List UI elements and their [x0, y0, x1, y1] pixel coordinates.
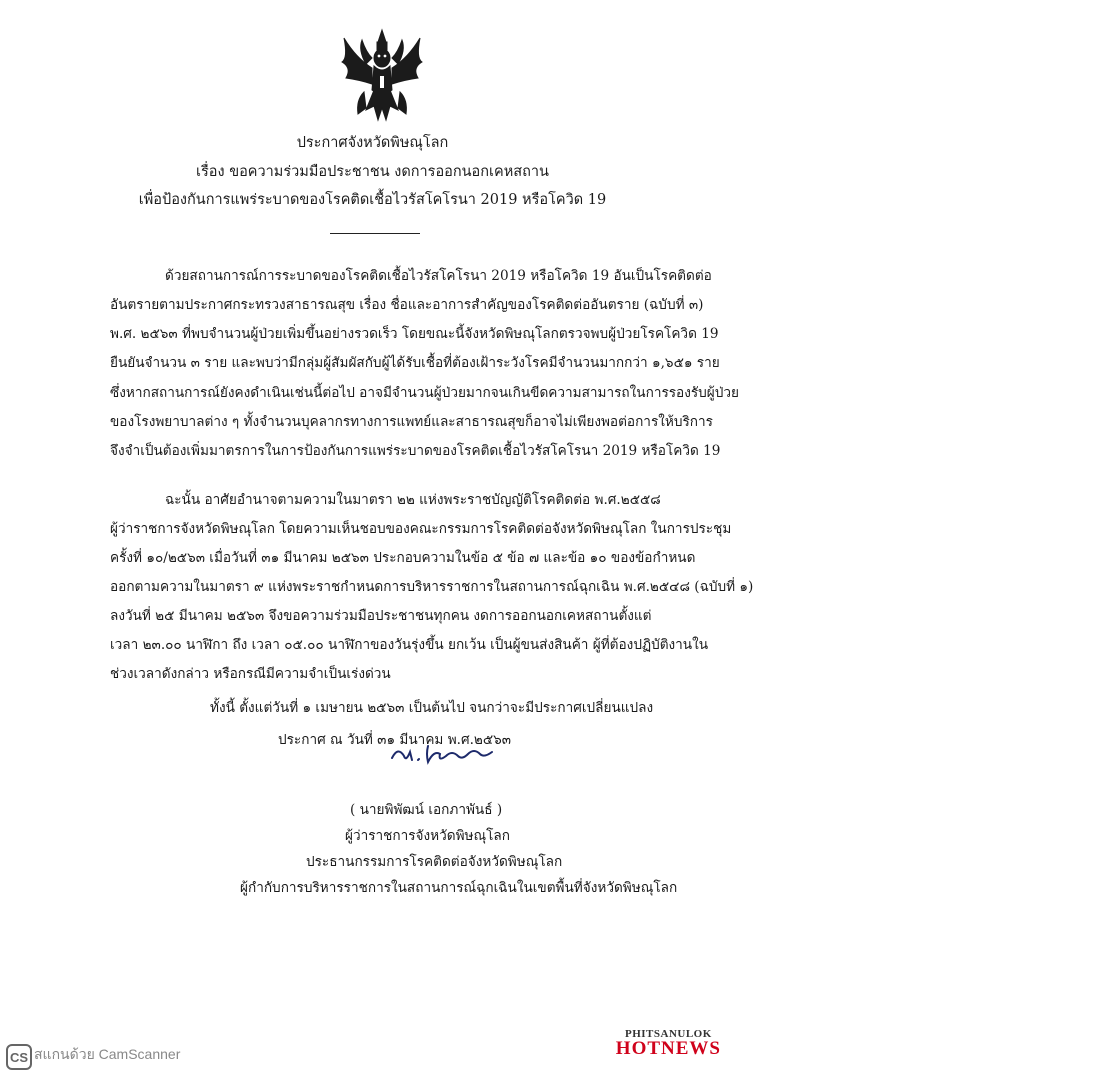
paragraph-2-line: ผู้ว่าราชการจังหวัดพิษณุโลก โดยความเห็นชอบของคณะกรรมการโรคติดต่อจังหวัดพิษณุโลก ในการประชุม [110, 521, 732, 537]
signatory-title-governor: ผู้ว่าราชการจังหวัดพิษณุโลก [345, 828, 510, 844]
announcement-subject: เรื่อง ขอความร่วมมือประชาชน งดการออกนอกเคหสถาน [196, 164, 549, 180]
hotnews-watermark [616, 1028, 721, 1060]
paragraph-1-line: ของโรงพยาบาลต่าง ๆ ทั้งจำนวนบุคลากรทางการแพทย์และสาธารณสุขก็อาจไม่เพียงพอต่อการให้บริการ [110, 414, 713, 430]
garuda-emblem-icon [336, 28, 428, 124]
paragraph-2-line: เวลา ๒๓.๐๐ นาฬิกา ถึง เวลา ๐๕.๐๐ นาฬิกาของวันรุ่งขึ้น ยกเว้น เป็นผู้ขนส่งสินค้า ผู้ที่ต้องปฏิบัติงานใน [110, 637, 709, 653]
announcement-title: ประกาศจังหวัดพิษณุโลก [296, 135, 449, 151]
paragraph-2-line: ออกตามความในมาตรา ๙ แห่งพระราชกำหนดการบริหารราชการในสถานการณ์ฉุกเฉิน พ.ศ.๒๕๔๘ (ฉบับที่ ๑) [110, 579, 754, 595]
title-divider [330, 233, 420, 234]
paragraph-1-line: ซึ่งหากสถานการณ์ยังคงดำเนินเช่นนี้ต่อไป อาจมีจำนวนผู้ป่วยมากจนเกินขีดความสามารถในการรองรับผู้ป่วย [110, 385, 739, 401]
watermark-brand-top: PHITSANULOK [625, 1028, 712, 1040]
watermark-brand-bottom: HOTNEWS [615, 1038, 721, 1059]
camscanner-text: สแกนด้วย CamScanner [34, 1046, 181, 1062]
paragraph-1-line: จึงจำเป็นต้องเพิ่มมาตรการในการป้องกันการแพร่ระบาดของโรคติดเชื้อไวรัสโคโรนา 2019 หรือโควิด 19 [110, 443, 721, 459]
announced-date-line: ประกาศ ณ วันที่ ๓๑ มีนาคม พ.ศ.๒๕๖๓ [278, 732, 512, 748]
paragraph-2-line: ฉะนั้น อาศัยอำนาจตามความในมาตรา ๒๒ แห่งพระราชบัญญัติโรคติดต่อ พ.ศ.๒๕๕๘ [165, 492, 661, 508]
paragraph-2-line: ช่วงเวลาดังกล่าว หรือกรณีมีความจำเป็นเร่งด่วน [110, 666, 391, 682]
paragraph-1-line: อันตรายตามประกาศกระทรวงสาธารณสุข เรื่อง ชื่อและอาการสำคัญของโรคติดต่ออันตราย (ฉบับที่ ๓) [110, 297, 704, 313]
paragraph-2-line: ครั้งที่ ๑๐/๒๕๖๓ เมื่อวันที่ ๓๑ มีนาคม ๒๕๖๓ ประกอบความในข้อ ๕ ข้อ ๗ และข้อ ๑๐ ของข้อกำหนด [110, 550, 696, 566]
camscanner-logo-icon: CS [6, 1044, 32, 1070]
paragraph-2-line: ลงวันที่ ๒๕ มีนาคม ๒๕๖๓ จึงขอความร่วมมือประชาชนทุกคน งดการออกนอกเคหสถานตั้งแต่ [110, 608, 652, 624]
effective-date-line: ทั้งนี้ ตั้งแต่วันที่ ๑ เมษายน ๒๕๖๓ เป็นต้นไป จนกว่าจะมีประกาศเปลี่ยนแปลง [210, 700, 654, 716]
paragraph-1-line: ยืนยันจำนวน ๓ ราย และพบว่ามีกลุ่มผู้สัมผัสกับผู้ได้รับเชื้อที่ต้องเฝ้าระวังโรคมีจำนวนมากกว่า ๑,๖๕๑ ราย [110, 355, 720, 371]
announcement-purpose: เพื่อป้องกันการแพร่ระบาดของโรคติดเชื้อไวรัสโคโรนา 2019 หรือโควิด 19 [138, 192, 607, 208]
signatory-title-committee: ประธานกรรมการโรคติดต่อจังหวัดพิษณุโลก [306, 854, 563, 870]
signatory-title-emergency: ผู้กำกับการบริหารราชการในสถานการณ์ฉุกเฉินในเขตพื้นที่จังหวัดพิษณุโลก [240, 880, 678, 896]
signature-icon [388, 740, 518, 770]
signatory-name: ( นายพิพัฒน์ เอกภาพันธ์ ) [350, 802, 503, 818]
paragraph-1-line: พ.ศ. ๒๕๖๓ ที่พบจำนวนผู้ป่วยเพิ่มขึ้นอย่างรวดเร็ว โดยขณะนี้จังหวัดพิษณุโลกตรวจพบผู้ป่วยโรคโควิด 19 [110, 326, 719, 342]
paragraph-1-line: ด้วยสถานการณ์การระบาดของโรคติดเชื้อไวรัสโคโรนา 2019 หรือโควิด 19 อันเป็นโรคติดต่อ [165, 268, 712, 284]
